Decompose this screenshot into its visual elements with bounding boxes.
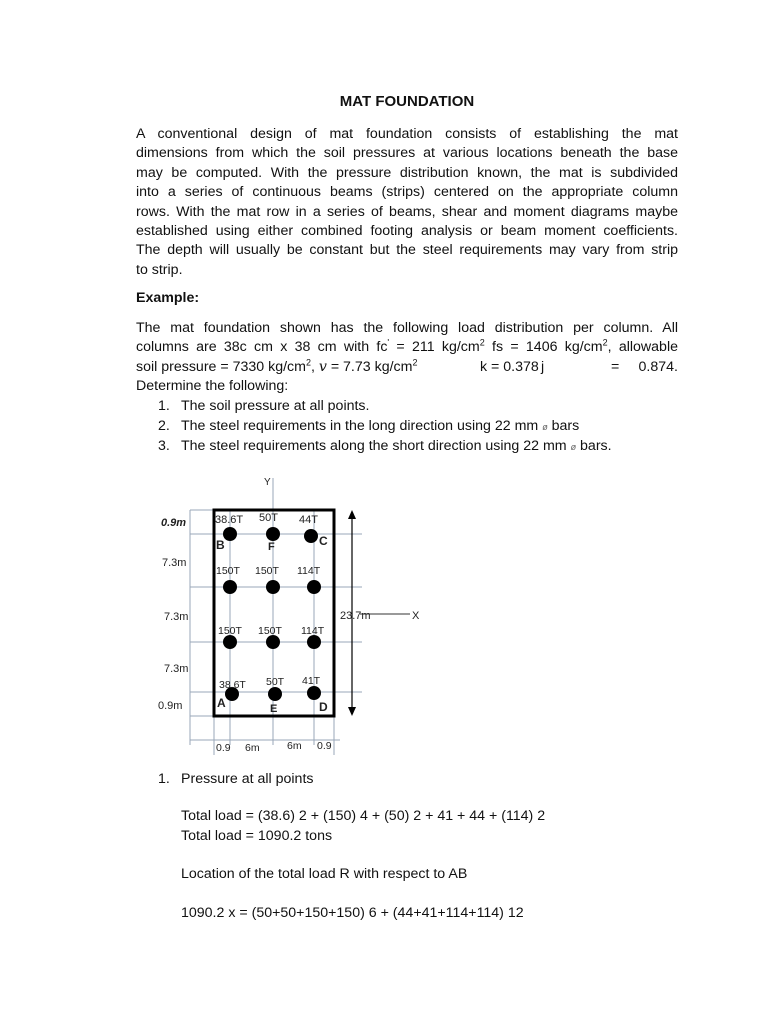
dimension-label: 6m	[245, 742, 260, 754]
intro-line: A conventional design of mat foundation consists of establishing the mat	[136, 126, 678, 142]
text-run: fs = 1406 kg/cm	[484, 339, 603, 356]
equals-sign: =	[611, 358, 620, 375]
list-text: The steel requirements in the long direction using 22 mm	[181, 417, 539, 434]
column-dot	[307, 635, 321, 649]
total-load-value: Total load = 1090.2 tons	[181, 828, 333, 844]
upsilon-symbol: v	[318, 358, 327, 375]
solution-list	[158, 770, 313, 790]
column-dot	[266, 635, 280, 649]
total-load-equation: Total load = (38.6) 2 + (150) 4 + (50) 2 + 41 + 44 + (114) 2	[181, 808, 546, 824]
intro-paragraph	[136, 125, 678, 280]
column-dot	[266, 580, 280, 594]
intro-line: The depth will usually be constant but the steel requirements may vary from strip	[136, 242, 678, 259]
column-dot	[307, 686, 321, 700]
list-item	[158, 437, 612, 458]
text-run: = 211 kg/cm	[389, 339, 480, 356]
point-label: F	[268, 541, 275, 553]
column-dot	[307, 580, 321, 594]
column-load: 150T	[255, 565, 279, 577]
text-run: columns are 38c cm x 38 cm with fc	[136, 339, 388, 356]
example-line-2	[136, 338, 678, 357]
list-text: Pressure at all points	[181, 771, 314, 787]
requirements-list	[158, 397, 612, 458]
column-load: 114T	[301, 625, 325, 637]
y-axis-label: Y	[264, 477, 271, 488]
column-load: 38.6T	[219, 679, 246, 691]
dimension-label: 6m	[287, 740, 302, 752]
moment-equation: 1090.2 x = (50+50+150+150) 6 + (44+41+114+114) 12	[181, 905, 524, 921]
location-text: Location of the total load R with respect to AB	[181, 866, 468, 882]
column-load: 150T	[218, 625, 242, 637]
arrow-down-icon	[348, 707, 356, 716]
example-paragraph	[136, 319, 678, 397]
column-load: 114T	[297, 565, 321, 577]
list-text: The steel requirements along the short direction using 22 mm	[181, 438, 567, 455]
dimension-label: 7.3m	[162, 557, 187, 569]
superscript: 2	[602, 337, 608, 348]
column-dot	[268, 687, 282, 701]
list-text: bars.	[580, 438, 612, 455]
column-dot	[223, 635, 237, 649]
text-run: = 7.73 kg/cm	[326, 358, 413, 375]
column-load: 150T	[258, 625, 282, 637]
list-number: 1.	[158, 398, 170, 414]
list-item	[158, 770, 313, 790]
intro-line: may be computed. With the pressure distribution known, the mat is subdivided	[136, 164, 678, 181]
dimension-label: 7.3m	[164, 611, 189, 623]
column-load: 38.6T	[215, 514, 244, 526]
text-run: ,	[310, 358, 319, 375]
list-number: 2.	[158, 417, 170, 434]
column-dot	[223, 580, 237, 594]
arrow-up-icon	[348, 510, 356, 519]
column-dot	[266, 527, 280, 541]
example-line-3	[136, 358, 678, 377]
column-load: 50T	[266, 676, 285, 688]
superscript: 2	[412, 357, 418, 368]
dimension-label: 7.3m	[164, 663, 189, 675]
column-load: 44T	[299, 514, 318, 526]
dimension-label: 0.9	[216, 742, 231, 754]
example-heading: Example:	[136, 290, 200, 306]
list-item	[158, 417, 612, 438]
text-run: , allowable	[607, 339, 678, 356]
total-length-label: 23.7m	[340, 610, 371, 622]
j-value: 0.874.	[638, 358, 678, 375]
intro-line: into a series of continuous beams (strips) centered on the appropriate column	[136, 184, 678, 201]
column-load: 41T	[302, 675, 321, 687]
point-label: C	[319, 534, 328, 548]
mat-foundation-diagram	[150, 470, 450, 760]
superscript: 2	[305, 357, 311, 368]
superscript: '	[387, 337, 390, 348]
point-label: E	[270, 703, 278, 715]
page-title: MAT FOUNDATION	[339, 93, 475, 110]
dimension-label: 0.9m	[158, 700, 183, 712]
column-dot	[223, 527, 237, 541]
dimension-label: 0.9m	[161, 517, 187, 529]
k-value: k = 0.378	[480, 358, 539, 375]
j-label: j	[541, 358, 545, 375]
point-label: D	[319, 700, 328, 714]
point-label: B	[216, 538, 225, 552]
example-line-1: The mat foundation shown has the following load distribution per column. All	[136, 320, 678, 336]
dimension-label: 0.9	[317, 740, 332, 752]
list-text: The soil pressure at all points.	[181, 398, 370, 414]
column-load: 50T	[259, 512, 278, 524]
example-line-4: Determine the following:	[136, 378, 289, 395]
diameter-symbol: ø	[542, 421, 548, 432]
column-load: 150T	[216, 565, 240, 577]
x-axis-label: X	[412, 610, 420, 622]
list-item	[158, 397, 612, 417]
intro-line: to strip.	[136, 261, 183, 278]
list-number: 3.	[158, 438, 170, 455]
text-run: soil pressure = 7330 kg/cm	[136, 358, 306, 375]
list-text: bars	[551, 417, 580, 434]
point-label: A	[217, 696, 226, 710]
intro-line: rows. With the mat row in a series of beams, shear and moment diagrams maybe	[136, 203, 678, 220]
list-number: 1.	[158, 771, 170, 787]
intro-line: established using either combined footing analysis or beam moment coefficients.	[136, 223, 678, 240]
column-dot	[304, 529, 318, 543]
intro-line: dimensions from which the soil pressures at various locations beneath the base	[136, 145, 678, 162]
diameter-symbol: ø	[570, 442, 577, 453]
superscript: 2	[479, 337, 485, 348]
